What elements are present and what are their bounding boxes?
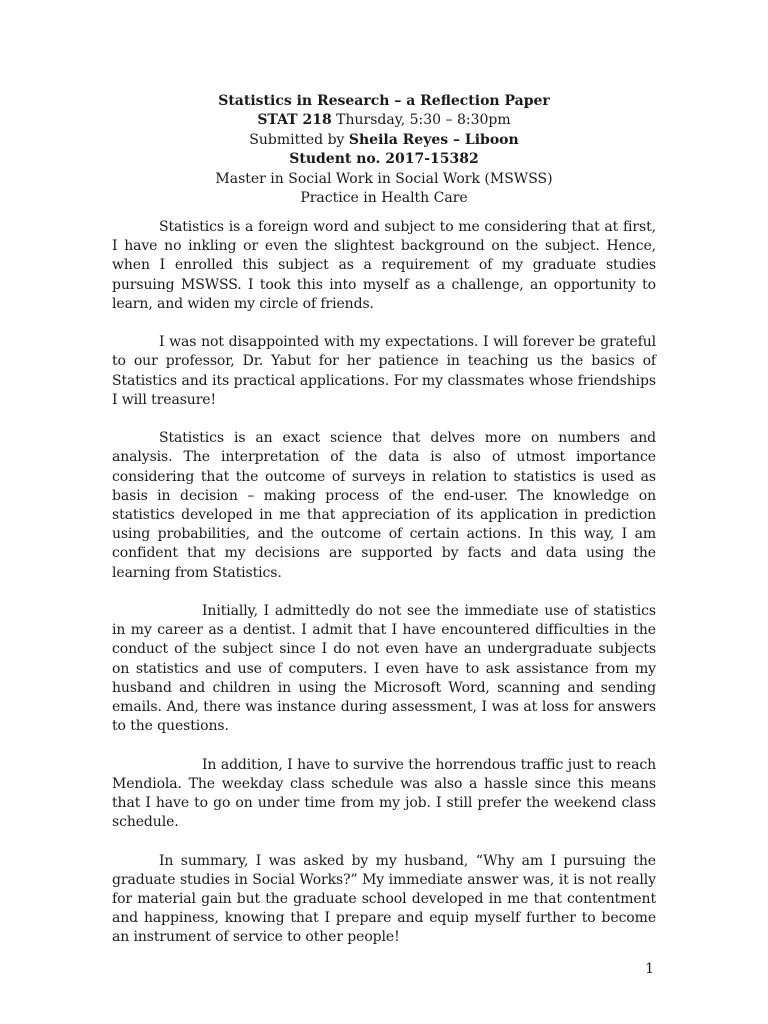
document-body	[112, 218, 656, 967]
document-header	[0, 92, 768, 208]
course-line	[0, 111, 768, 130]
student-number: Student no. 2017-15382	[289, 151, 479, 168]
paragraph-1: Statistics is a foreign word and subject to me considering that at first, I have no inkling or even the slightest background on the subject. Hence, when I enrolled this subject as a requirement of my graduate studies pursuing MSWSS. I took this into myself as a challenge, an opportunity to learn, and widen my circle of friends.	[112, 219, 656, 312]
program-track: Practice in Health Care	[300, 190, 468, 207]
paragraph-3: Statistics is an exact science that delves more on numbers and analysis. The interpretation of the data is also of utmost importance considering that the outcome of surveys in relation to statistics is used as basis in decision – making process of the end-user. The knowledge on statistics developed in me that appreciation of its application in prediction using probabilities, and the outcome of certain actions. In this way, I am confident that my decisions are supported by facts and data using the learning from Statistics.	[112, 430, 656, 581]
author-name: Sheila Reyes – Liboon	[348, 131, 519, 148]
program-name: Master in Social Work in Social Work (MSWSS)	[215, 170, 553, 187]
paper-title: Statistics in Research – a Reflection Paper	[218, 93, 550, 109]
paragraph-5: In addition, I have to survive the horrendous traffic just to reach Mendiola. The weekday class schedule was also a hassle since this means that I have to go on under time from my job. I still prefer the weekend class schedule.	[112, 756, 656, 831]
course-code: STAT 218	[257, 112, 332, 129]
paragraph-6: In summary, I was asked by my husband, “Why am I pursuing the graduate studies in Social Works?” My immediate answer was, it is not really for material gain but the graduate school developed in me that contentment and happiness, knowing that I prepare and equip myself further to become an instrument of service to other people!	[112, 852, 656, 946]
paragraph-2: I was not disappointed with my expectations. I will forever be grateful to our professor, Dr. Yabut for her patience in teaching us the basics of Statistics and its practical applications. For my classmates whose friendships I will treasure!	[112, 334, 656, 408]
class-schedule: Thursday, 5:30 – 8:30pm	[331, 112, 511, 129]
submitted-by-line	[0, 131, 768, 150]
submitted-prefix: Submitted by	[249, 131, 349, 148]
page-number: 1	[645, 961, 654, 977]
paragraph-4: Initially, I admittedly do not see the immediate use of statistics in my career as a dentist. I admit that I have encountered difficulties in the conduct of the subject since I do not even have an undergraduate subjects on statistics and use of computers. I even have to ask assistance from my husband and children in using the Microsoft Word, scanning and sending emails. And, there was instance during assessment, I was at loss for answers to the questions.	[112, 603, 656, 735]
